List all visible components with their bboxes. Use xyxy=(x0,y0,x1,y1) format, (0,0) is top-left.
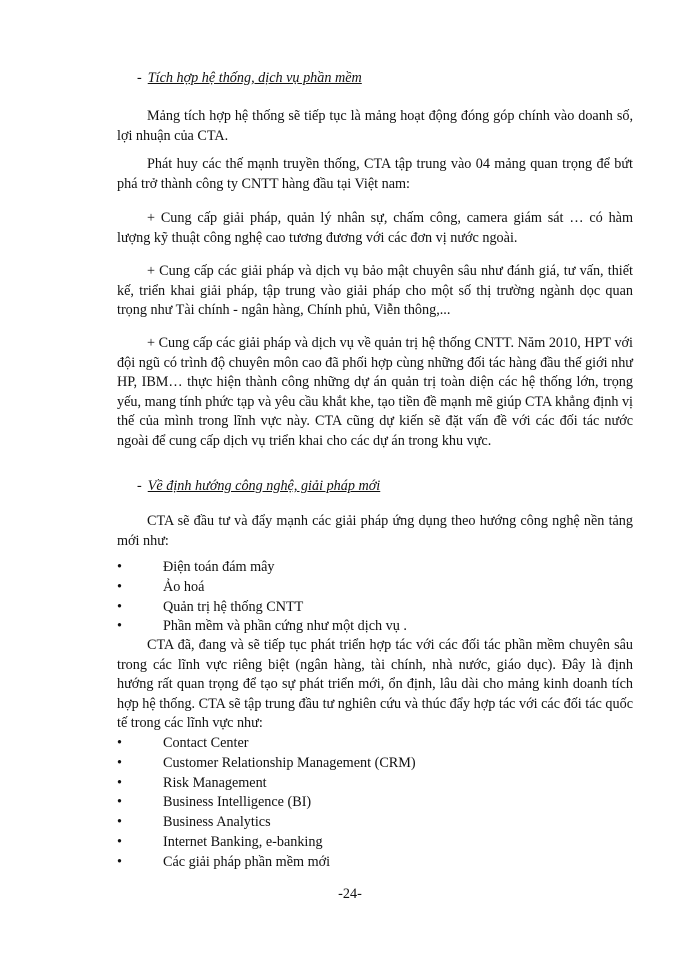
paragraph-tech-intro: CTA sẽ đầu tư và đẩy mạnh các giải pháp ứng dụng theo hướng công nghệ nền tảng mới như: xyxy=(117,513,633,549)
bullet-icon: • xyxy=(117,735,122,751)
list-item-text: Điện toán đám mây xyxy=(163,559,275,575)
bullet-icon: • xyxy=(117,774,122,791)
heading-dash: - xyxy=(137,70,142,86)
list-item-text: Business Analytics xyxy=(163,814,271,831)
list-item-text: Business Intelligence (BI) xyxy=(163,794,312,811)
bullet-icon: • xyxy=(117,833,122,850)
page-number: -24- xyxy=(338,886,362,902)
list-item-text: Contact Center xyxy=(163,735,249,751)
list-item-text: Các giải pháp phần mềm mới xyxy=(163,853,331,870)
section-heading-software-integration xyxy=(137,70,362,87)
bullet-icon: • xyxy=(117,814,122,831)
paragraph-partners: CTA đã, đang và sẽ tiếp tục phát triển hợp tác với các đối tác phần mềm chuyên sâu trong các lĩnh vực riêng biệt (ngân hàng, tài chính, nhà nước, giáo dục). Đây là định hướng rất quan trọng để tạo sự phát triển mới, ổn định, lâu dài cho mảng kinh doanh tích hợp hệ thống. CTA sẽ tập trung đầu tư nghiên cứu và thúc đẩy hợp tác với các đối tác quốc tế trong các lĩnh vực như: xyxy=(117,637,633,732)
bullet-icon: • xyxy=(117,754,122,771)
list-item-text: Quản trị hệ thống CNTT xyxy=(163,598,304,615)
paragraph-system-management: + Cung cấp các giải pháp và dịch vụ về quản trị hệ thống CNTT. Năm 2010, HPT với đội ngũ có trình độ chuyên môn cao đã phối hợp cùng những đối tác hàng đầu thế giới như HP, IBM… thực hiện thành công những dự án quản trị toàn diện các hệ thống lớn, trọng yếu, mang tính phức tạp và yêu cầu khắt khe, tạo tiền đề mạnh mẽ giúp CTA khẳng định vị thế của mình trong lĩnh vực này. CTA cũng dự kiến sẽ đặt vấn đề với các đối tác nước ngoài để cung cấp dịch vụ triển khai cho các dự án trong khu vực. xyxy=(117,335,633,449)
heading-text: Về định hướng công nghệ, giải pháp mới xyxy=(147,478,381,494)
paragraph-security-services: + Cung cấp các giải pháp và dịch vụ bảo mật chuyên sâu như đánh giá, tư vấn, thiết kế, triển khai giải pháp, tập trung vào giải pháp cho một số thị trường ngành dọc quan trọng như Tài chính - ngân hàng, Chính phủ, Viễn thông,... xyxy=(117,263,633,319)
list-item-text: Customer Relationship Management (CRM) xyxy=(163,754,416,771)
list-item-text: Risk Management xyxy=(163,774,267,791)
list-item-text: Internet Banking, e-banking xyxy=(163,833,323,850)
bullet-icon: • xyxy=(117,559,122,575)
section-heading-new-technology xyxy=(137,478,380,495)
heading-dash: - xyxy=(137,478,142,494)
bullet-icon: • xyxy=(117,598,122,615)
list-item-text: Ảo hoá xyxy=(163,578,205,595)
bullet-icon: • xyxy=(117,853,122,870)
list-item-text: Phần mềm và phần cứng như một dịch vụ . xyxy=(163,618,407,635)
paragraph-four-areas: Phát huy các thế mạnh truyền thống, CTA tập trung vào 04 mảng quan trọng để bứt phá trở thành công ty CNTT hàng đầu tại Việt nam: xyxy=(117,156,633,192)
paragraph-solution-hr: + Cung cấp giải pháp, quản lý nhân sự, chấm công, camera giám sát … có hàm lượng kỹ thuật công nghệ cao tương đương với các đơn vị nước ngoài. xyxy=(117,210,633,246)
bullet-icon: • xyxy=(117,794,122,811)
paragraph-main-business: Mảng tích hợp hệ thống sẽ tiếp tục là mảng hoạt động đóng góp chính vào doanh số, lợi nhuận của CTA. xyxy=(117,108,633,144)
heading-text: Tích hợp hệ thống, dịch vụ phần mềm xyxy=(147,70,362,86)
bullet-icon: • xyxy=(117,618,122,635)
bullet-icon: • xyxy=(117,578,122,595)
